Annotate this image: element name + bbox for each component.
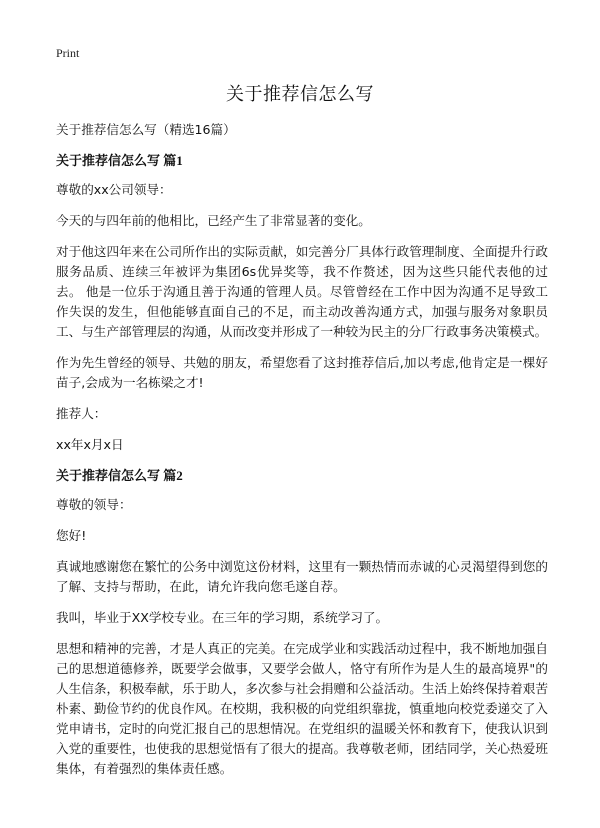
salutation: 尊敬的领导： [56, 497, 132, 512]
paragraph: 作为先生曾经的领导、共勉的朋友，希望您看了这封推荐信后,加以考虑,他肯定是一棵好苗子,会成为一名栋梁之才! [56, 355, 548, 390]
paragraph: 对于他这四年来在公司所作出的实际贡献，如完善分厂具体行政管理制度、全面提升行政服务品质、连续三年被评为集团6s优异奖等，我不作赘述，因为这些只能代表他的过去。 他是一位乐于沟通且善于沟通的管理人员。尽管曾经在工作中因为沟通不足导致工作失误的发生，但他能够直面自己的不足，而主动改善沟通方式，加强与服务对象职员工、与生产部管理层的沟通，从而改变并形成了一种较为民主的分厂行政事务决策模式。 [56, 244, 548, 339]
print-link[interactable]: Print [56, 46, 80, 60]
date-line: xx年x月x日 [56, 437, 124, 452]
paragraph: 思想和精神的完善，才是人真正的完美。在完成学业和实践活动过程中，我不断地加强自己的思想道德修养，既要学会做事，又要学会做人，恪守有所作为是人生的最高境界"的人生信条，积极奉献，乐于助人，多次参与社会捐赠和公益活动。生活上始终保持着艰苦朴素、勤俭节约的优良作风。在校期，我积极的向党组织靠拢，慎重地向校党委递交了入党申请书，定时的向党汇报自己的思想情况。在党组织的温暖关怀和教育下，使我认识到入党的重要性，也使我的思想觉悟有了很大的提高。我尊敬老师，团结同学，关心热爱班集体，有着强烈的集体责任感。 [56, 641, 548, 776]
salutation: 尊敬的xx公司领导： [56, 182, 172, 197]
paragraph: 真诚地感谢您在繁忙的公务中浏览这份材料，这里有一颗热情而赤诚的心灵渴望得到您的了解、支持与帮助，在此，请允许我向您毛遂自荐。 [56, 559, 548, 594]
page-title: 关于推荐信怎么写 [226, 84, 374, 105]
greeting: 您好! [56, 528, 87, 543]
section-heading: 关于推荐信怎么写 篇1 [56, 153, 183, 168]
paragraph: 今天的与四年前的他相比，已经产生了非常显著的变化。 [56, 213, 371, 228]
paragraph: 我叫，毕业于XX学校专业。在三年的学习期，系统学习了。 [56, 610, 389, 625]
document-subtitle: 关于推荐信怎么写（精选16篇） [56, 122, 236, 137]
document-body [56, 120, 548, 790]
section-heading: 关于推荐信怎么写 篇2 [56, 468, 183, 483]
signature-label: 推荐人： [56, 406, 107, 421]
